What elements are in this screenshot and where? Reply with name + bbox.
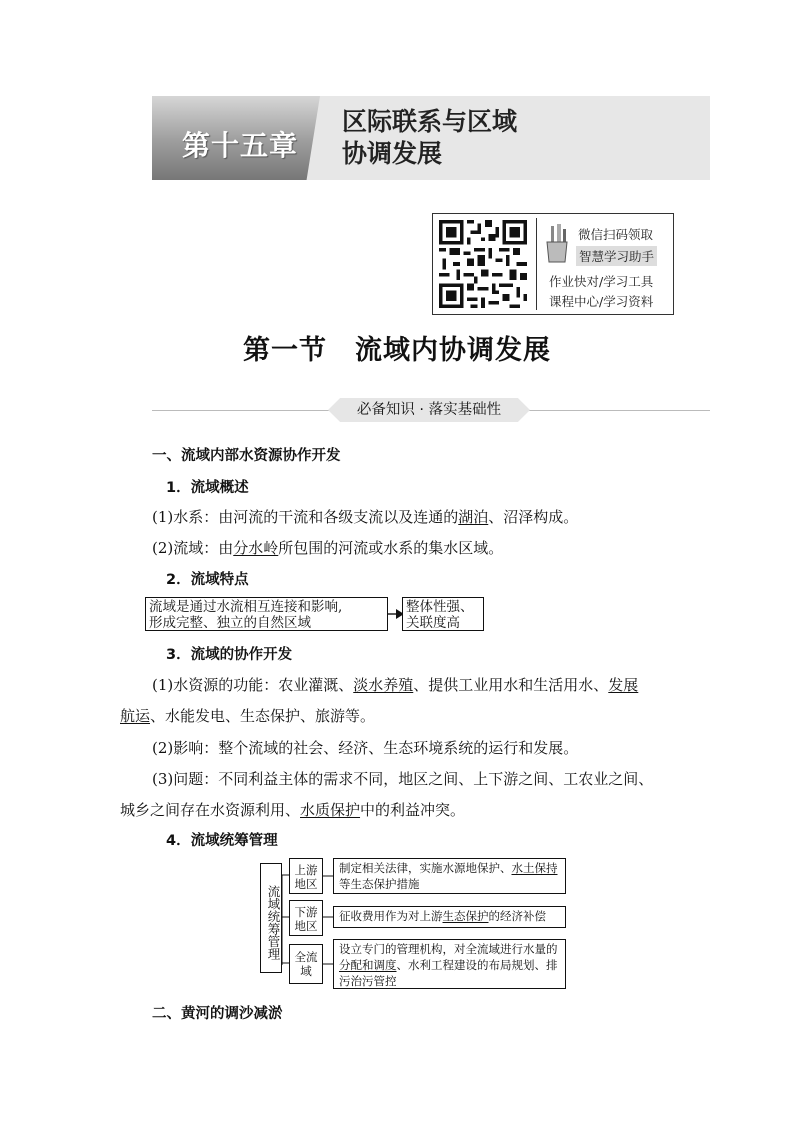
qr-divider (536, 218, 537, 310)
text-span: 、提供工业用水和生活用水、 (413, 676, 609, 694)
text-span: 、沼泽构成。 (488, 508, 579, 526)
measure-downstream (333, 906, 566, 928)
underlined-term: 发展 (608, 676, 639, 694)
sub3-paragraph3-line2 (120, 799, 465, 820)
chapter-banner (152, 96, 710, 180)
box-line: 污治污管控 (339, 974, 397, 988)
qr-text-line2: 智慧学习助手 (576, 246, 657, 266)
text-span: (2)流域：由 (152, 539, 234, 557)
part1-heading: 一、流域内部水资源协作开发 (152, 448, 341, 464)
qr-text-line4: 课程中心/学习资料 (549, 294, 654, 309)
box-line: 形成完整、独立的自然区域 (149, 615, 311, 631)
text-span: 、水能发电、生态保护、旅游等。 (150, 707, 376, 725)
text-span: (1)水资源的功能：农业灌溉、 (152, 676, 354, 694)
underlined-term: 分水岭 (233, 539, 279, 557)
qr-text-line1: 微信扫码领取 (578, 227, 654, 242)
chapter-title (342, 106, 517, 170)
section-title: 第一节 流域内协调发展 (243, 335, 551, 366)
box-line: 流域是通过水流相互连接和影响, (149, 599, 343, 615)
box-line: 关联度高 (406, 615, 460, 631)
sub1-paragraph1 (152, 506, 578, 527)
box-line (339, 860, 560, 876)
chapter-label: 第十五章 (182, 129, 299, 162)
chapter-title-line1: 区际联系与区域 (342, 107, 518, 136)
underlined-term: 水土保持 (511, 861, 558, 875)
box-line: 设立专门的管理机构，对全流域进行水量的 (339, 942, 558, 956)
box-line: 等生态保护措施 (339, 877, 420, 891)
part2-heading: 二、黄河的调沙减淤 (152, 1006, 283, 1022)
sub2-heading: 2．流域特点 (166, 572, 249, 588)
text-span: 征收费用作为对上游 (339, 909, 443, 923)
box-line: 整体性强、 (406, 599, 474, 615)
underlined-term: 湖泊 (458, 508, 489, 526)
underlined-term: 生态保护 (442, 909, 489, 923)
sub3-paragraph1-line2 (120, 705, 375, 726)
qr-panel (432, 213, 674, 315)
text-span: 中的利益冲突。 (360, 801, 466, 819)
text-span: 、水利工程建设的布局规划、排 (396, 958, 558, 972)
region-upstream: 上游地区 (289, 858, 323, 894)
text-span: 城乡之间存在水资源利用、 (120, 801, 301, 819)
measure-upstream (333, 858, 566, 894)
chapter-title-line2: 协调发展 (342, 139, 443, 168)
sub3-paragraph1-line1 (152, 674, 638, 695)
sub3-paragraph2: (2)影响：整个流域的社会、经济、生态环境系统的运行和发展。 (152, 739, 579, 757)
region-downstream: 下游地区 (289, 900, 323, 936)
feature-box-result (402, 597, 484, 631)
text-span: 制定相关法律，实施水源地保护、 (339, 861, 512, 875)
feature-box-cause (145, 597, 388, 631)
sub3-paragraph3-line1: (3)问题：不同利益主体的需求不同，地区之间、上下游之间、工农业之间、 (152, 770, 654, 788)
sub4-heading: 4．流域统筹管理 (166, 833, 278, 849)
box-line (339, 957, 560, 973)
text-span: 的经济补偿 (488, 909, 546, 923)
underlined-term: 淡水养殖 (353, 676, 414, 694)
ribbon-label: 必备知识 · 落实基础性 (356, 402, 502, 418)
sub1-paragraph2 (152, 537, 503, 558)
qr-code-icon[interactable] (439, 220, 527, 308)
sub3-heading: 3．流域的协作开发 (166, 647, 293, 663)
underlined-term: 分配和调度 (339, 958, 397, 972)
pencil-cup-icon (543, 224, 571, 264)
measure-whole-basin (333, 939, 566, 989)
underlined-term: 水质保护 (300, 801, 361, 819)
text-span: (1)水系：由河流的干流和各级支流以及连通的 (152, 508, 459, 526)
region-whole-basin: 全流域 (289, 944, 323, 984)
qr-text-line3: 作业快对/学习工具 (549, 274, 654, 289)
management-root: 流域统筹管理 (260, 863, 282, 973)
sub1-heading: 1．流域概述 (166, 480, 249, 496)
text-span: 所包围的河流或水系的集水区域。 (278, 539, 504, 557)
underlined-term: 航运 (120, 707, 151, 725)
